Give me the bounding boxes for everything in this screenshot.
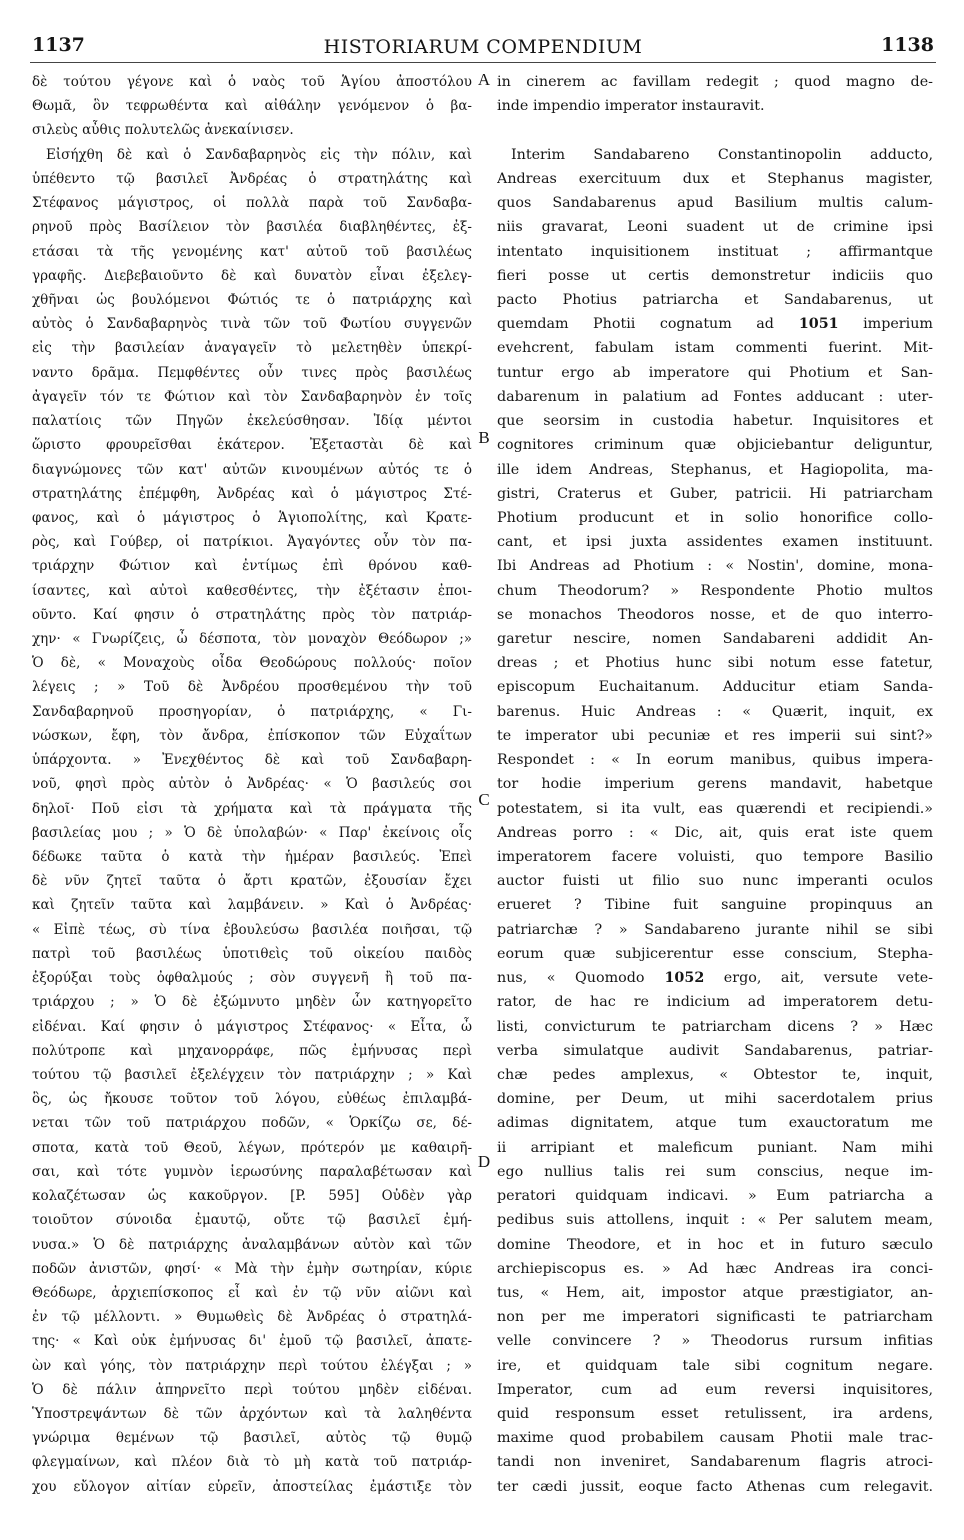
text-line: ετάσαι τὰ τῆς γενομένης κατ' αὐτοῦ τοῦ βασιλέως [32, 243, 472, 260]
latin-column [497, 70, 933, 1520]
greek-column [32, 70, 472, 1520]
text-line: ὃς, ὡς ἤκουσε τοῦτον τοῦ λόγου, εὐθέως ἐπιλαμβά- [32, 1091, 472, 1108]
text-line: πατρὶ τοῦ βασιλέως ὑποτιθεὶς τοῦ οἰκείου παιδὸς [32, 945, 472, 962]
text-line: ὥριστο φρουρεῖσθαι ἑκάτερον. Ἐξεταστὰι δὲ καὶ [32, 437, 472, 454]
text-line: Ὑποστρεψάντων δὲ τῶν ἀρχόντων καὶ τὰ λαληθέντα [32, 1406, 472, 1423]
text-line: διαγνώμονες τῶν κατ' αὐτῶν κινουμένων αὐτός τε ὁ [32, 461, 472, 478]
text-line: niis gravarat, Leoni suadent ut de crimine ipsi [497, 219, 933, 236]
text-line: « Εἰπὲ τέως, σὺ τίνα ἐβουλεύσω βασιλέα ποιῆσαι, τῷ [32, 921, 472, 938]
text-line: βασιλείας μου ; » Ὁ δὲ ὑπολαβών· « Παρ' ἐκείνοις οἷς [32, 824, 472, 841]
text-line: κολαζέτωσαν ὡς κακοῦργον. [P. 595] Οὐδὲν γὰρ [32, 1188, 472, 1205]
text-line: δὲ τούτου γέγονε καὶ ὁ ναὸς τοῦ Ἁγίου ἀποστόλου [32, 74, 472, 90]
text-line: chum Theodorum? » Respondente Photio multos [497, 582, 933, 599]
text-line: της· « Καὶ οὐκ ἐμήνυσας δι' ἐμοῦ τῷ βασιλεῖ, ἀπατε- [32, 1333, 472, 1350]
text-line: οῦντο. Καί φησιν ὁ στρατηλάτης πρὸς τὸν πατριάρ- [32, 606, 472, 623]
text-line: δέδωκε ταῦτα ὁ κατὰ τὴν ἡμέραν βασιλεύς. Ἐπεὶ [32, 849, 472, 865]
text-line: πολύτροπε καὶ μηχανορράφε, πῶς ἐμήνυσας περὶ [32, 1042, 472, 1059]
text-line: ire, et quidquam tale sibi cognitum negare. [497, 1357, 933, 1374]
text-line: δηλοῖ· Ποῦ εἰσι τὰ χρήματα καὶ τὰ πράγματα τῆς [32, 800, 472, 817]
text-line: quemdam Photii cognatum ad 1051 imperium [497, 316, 933, 333]
text-line: Εἰσήχθη δὲ καὶ ὁ Σανδαβαρηνὸς εἰς τὴν πόλιν, καὶ [46, 146, 472, 163]
text-line: Ὁ δὲ, « Μοναχοὺς οἶδα Θεοδώρους πολλούς· ποῖον [32, 655, 472, 672]
text-line: patriarchæ ? » Sandabareno jurante nihil se sibi [497, 921, 933, 938]
text-line: ἐν τῷ μέλλοντι. » Θυμωθεὶς δὲ Ἀνδρέας ὁ στρατηλά- [32, 1309, 472, 1326]
text-line: verba simulatque audivit Sandabarenus, patriar- [497, 1042, 933, 1059]
text-line: se monachos Theodoros nosse, et de quo interro- [497, 606, 933, 623]
inline-number: 1052 [644, 970, 705, 987]
text-line: non per me imperatori significasti te patriarcham [497, 1309, 933, 1326]
text-line: pedibus suis attollens, inquit : « Per salutem meam, [497, 1212, 933, 1229]
text-line: cant, et ipsi juxta assidentes examen instituunt. [497, 534, 933, 551]
text-line: Σανδαβαρηνοῦ προσηγορίαν, ὁ πατριάρχης, « Γι- [32, 703, 472, 720]
text-line: ὑπέθεντο τῷ βασιλεῖ Ἀνδρέας ὁ στρατηλάτης καὶ [32, 170, 472, 187]
text-line: dreas ; et Photius hunc sibi notum esse fatetur, [497, 655, 933, 672]
text-line: ίσαντες, καὶ αὐτοὶ καθεσθέντες, τὴν ἐξέτασιν ἐποι- [32, 582, 472, 599]
text-line: cognitores criminum quæ objiciebantur deliguntur, [497, 437, 933, 454]
text-line: γνώριμα θεμένων τῷ βασιλεῖ, αὐτὸς τῷ θυμῷ [32, 1430, 472, 1447]
text-line: erueret ? Tibine fuit sanguine propinquus an [497, 897, 933, 914]
text-line: τοιοῦτον σύνοιδα ἐμαυτῷ, οὔτε τῷ βασιλεῖ ἐμή- [32, 1212, 472, 1229]
text-line: Ibi Andreas ad Photium : « Nostin', domine, mona- [497, 558, 933, 575]
text-line: Ὁ δὲ πάλιν ἀπηρνεῖτο περὶ τούτου μηδὲν εἰδέναι. [32, 1381, 472, 1398]
text-line: ego nullius talis rei sum conscius, neque im- [497, 1163, 933, 1180]
text-line: γραφῆς. Διεβεβαιοῦντο δὲ καὶ δυνατὸν εἶναι ἐξελεγ- [32, 267, 472, 284]
text-line: maxime quod probabilem causam Photii male trac- [497, 1430, 933, 1447]
text-line: ὑπάρχοντα. » Ἐνεχθέντος δὲ καὶ τοῦ Σανδαβαρη- [32, 752, 472, 769]
inline-text: imperium [838, 316, 933, 333]
text-line: barenus. Huic Andreas : « Quærit, inquit, ex [497, 703, 933, 720]
text-line: ναντο δρᾶμα. Πεμφθέντες οὖν τινες πρὸς βασιλέως [32, 364, 472, 381]
text-line: fieri posse ut certis demonstretur indiciis quo [497, 267, 933, 284]
header-rule [30, 62, 936, 63]
text-line: garetur nescire, nomen Sandabareni addidit An- [497, 631, 933, 648]
text-line: Andreas exercituum dux et Stephanus magister, [497, 170, 933, 187]
running-title: HISTORIARUM COMPENDIUM [323, 36, 643, 58]
text-line: φανος, καὶ ὁ μάγιστρος ὁ Ἁγιοπολίτης, καὶ Κρατε- [32, 509, 472, 526]
text-line: pacto Photius patriarcha et Sandabarenus, ut [497, 291, 933, 308]
text-line: velle convincere ? » Theodorus rursum infitias [497, 1333, 933, 1350]
text-line: evehcrent, fabulam istam commenti fuerint. Mit- [497, 340, 933, 357]
text-line: tus, « Hem, ait, impostor atque præstigiator, an- [497, 1284, 933, 1301]
margin-marker-c: C [478, 790, 490, 809]
text-line: Imperator, cum ad eum reversi inquisitores, [497, 1381, 933, 1398]
text-line: archiepiscopus es. » Ad hæc Andreas ira conci- [497, 1260, 933, 1277]
text-line: δὲ νῦν ζητεῖ ταῦτα ὁ ἄρτι κρατῶν, ἐξουσίαν ἔχει [32, 873, 472, 890]
text-line: Respondet : « In eorum manibus, quibus impera- [497, 752, 933, 769]
text-line: Θεόδωρε, ἀρχιεπίσκοπος εἶ καὶ ἐν τῷ νῦν αἰῶνι καὶ [32, 1284, 472, 1301]
text-line: στρατηλάτης ἐπέμφθη, Ἀνδρέας καὶ ὁ μάγιστρος Στέ- [32, 485, 472, 502]
page-header [30, 34, 936, 64]
text-line: te imperator ubi pecuniæ et res imperii sui sint?» [497, 727, 933, 744]
text-line: listi, convicturum te patriarcham dicens ? » Hæc [497, 1018, 933, 1035]
text-line: tor hodie imperium gerens mandavit, habetque [497, 776, 933, 793]
text-line: Photium producunt et in solio honorifice collo- [497, 509, 933, 526]
text-line: gistri, Craterus et Guber, patricii. Hi patriarcham [497, 485, 933, 502]
text-line: ii arripiant et maleficum puniant. Nam mihi [497, 1139, 933, 1156]
inline-number: 1051 [773, 316, 839, 333]
text-line [497, 118, 933, 142]
text-line: τριάρχην Φώτιον καὶ ἐντίμως ἐπὶ θρόνου καθ- [32, 558, 472, 575]
text-line: ἐξορύξαι τοὺς ὀφθαλμούς ; σὸν συγγενῆ ἢ τοῦ πα- [32, 970, 472, 987]
text-line: auctor fuisti ut filio suo nunc imperanti oculos [497, 873, 933, 890]
text-line: τούτου τῷ βασιλεῖ ἐξελέγχειν τὸν πατριάρχην ; » Καὶ [32, 1066, 472, 1083]
text-line: peratori quidquam indicavi. » Eum patriarcha a [497, 1188, 933, 1205]
text-line: nus, « Quomodo 1052 ergo, ait, versute vete- [497, 970, 933, 987]
text-line: τριάρχου ; » Ὁ δὲ ἐξώμνυτο μηδὲν ὧν κατηγορεῖτο [32, 994, 472, 1011]
text-line: αὐτὸς ὁ Σανδαβαρηνὸς τινὰ τῶν τοῦ Φωτίου συγγενῶν [32, 316, 472, 333]
text-line: ἀγαγεῖν τόν τε Φώτιον καὶ τὸν Σανδαβαρηνὸν ἐν τοῖς [32, 388, 472, 405]
text-line: ille idem Andreas, Stephanus, et Hagiopolita, ma- [497, 461, 933, 478]
text-line: νοῦ, φησὶ πρὸς αὐτὸν ὁ Ἀνδρέας· « Ὁ βασιλεύς σοι [32, 776, 472, 793]
inline-text: ergo, ait, versute vete- [704, 970, 933, 987]
page-number-left: 1137 [32, 34, 85, 56]
text-line: ρηνοῦ πρὸς Βασίλειον τὸν βασιλέα διαβληθέντες, ἐξ- [32, 219, 472, 236]
text-line: νυσα.» Ὁ δὲ πατριάρχης ἀναλαμβάνων αὐτὸν καὶ τῶν [32, 1236, 472, 1253]
text-line: ter cædi jussit, eoque facto Athenas cum relegavit. [497, 1478, 933, 1495]
text-line: ποδῶν ἀνιστῶν, φησί· « Μὰ τὴν ἐμὴν σωτηρίαν, κύριε [32, 1260, 472, 1277]
text-line: νώσκων, ἔφη, τὸν ἄνδρα, ἐπίσκοπον τῶν Εὐχαΐτων [32, 727, 472, 744]
text-line: domine, per Deum, ut mihi sacerdotalem prius [497, 1091, 933, 1108]
text-line: ὼν καὶ γόης, τὸν πατριάρχην περὶ τούτου ἐλέγξαι ; » [32, 1357, 472, 1374]
text-line: adimas dignitatem, atque tum exauctoratum me [497, 1115, 933, 1132]
text-line: quos Sandabarenus apud Basilium multis calum- [497, 195, 933, 212]
margin-marker-a: A [477, 70, 491, 89]
text-line: tandi non inveniret, Sandabarenum flagris atroci- [497, 1454, 933, 1471]
text-line: chæ pedes amplexus, « Obtestor te, inquit, [497, 1066, 933, 1083]
text-line: inde impendio imperator instauravit. [497, 98, 765, 115]
text-line: εἰδέναι. Καί φησιν ὁ μάγιστρος Στέφανος· « Εἶτα, ὦ [32, 1018, 472, 1035]
text-line: φλεγμαίνων, καὶ πλέον διὰ τὸ μὴ κατὰ τοῦ πατριάρ- [32, 1454, 472, 1471]
text-line: Στέφανος μάγιστρος, οἱ πολλὰ παρὰ τοῦ Σανδαβα- [32, 195, 472, 212]
text-line: tuntur ergo ab imperatore qui Photium et San- [497, 364, 933, 381]
text-line: σαι, καὶ τότε γυμνὸν ἱερωσύνης παραλαβέτωσαν καὶ [32, 1163, 472, 1180]
text-line: λέγεις ; » Τοῦ δὲ Ἀνδρέου προσθεμένου τὴν τοῦ [32, 679, 472, 696]
page-number-right: 1138 [881, 34, 934, 56]
text-line: ρὸς, καὶ Γούβερ, οἱ πατρίκιοι. Ἀγαγόντες οὖν τὸν πα- [32, 534, 472, 551]
text-line: χου εὔλογον αἰτίαν εὑρεῖν, ἀποστείλας ἐμάστιξε τὸν [32, 1478, 472, 1495]
text-line: eorum quæ subjicerentur esse conscium, Stepha- [497, 945, 933, 962]
text-line: χθῆναι ὡς βουλόμενοι Φώτιός τε ὁ πατριάρχης καὶ [32, 291, 472, 308]
text-line: σποτα, κατὰ τοῦ Θεοῦ, λέγων, πρότερόν με καθαιρῆ- [32, 1139, 472, 1156]
text-line: καὶ ζητεῖν ταῦτα καὶ λαμβάνειν. » Καὶ ὁ Ἀνδρέας· [32, 897, 472, 914]
text-line: que seorsim in custodia habetur. Inquisitores et [497, 413, 933, 430]
text-line: εἰς τὴν βασιλείαν ἀναγαγεῖν τὸ μελετηθὲν ὑπεκρί- [32, 340, 472, 357]
text-line: Andreas porro : « Dic, ait, quis erat iste quem [497, 824, 933, 841]
margin-marker-d: D [477, 1152, 491, 1171]
text-line: rator, de hac re indicium ad imperatorem detu- [497, 994, 933, 1011]
text-line: in cinerem ac favillam redegit ; quod magno de- [497, 74, 933, 90]
text-line: χην· « Γνωρίζεις, ὦ δέσποτα, τὸν μοναχὸν Θεόδωρον ;» [32, 631, 472, 648]
text-line: Interim Sandabareno Constantinopolin adducto, [511, 146, 933, 163]
margin-marker-b: B [478, 428, 490, 447]
text-line: dabarenum in palatium ad Fontes adducant : uter- [497, 388, 933, 405]
text-line: intentato inquisitionem instituat ; affirmantque [497, 243, 933, 260]
text-line: παλατίοις τῶν Πηγῶν ἐκελεύσθησαν. Ἰδίᾳ μέντοι [32, 413, 472, 430]
text-line: σιλεὺς αὖθις πολυτελῶς ἀνεκαίνισεν. [32, 122, 294, 139]
text-line: domine Theodore, et in hoc et in futuro sæculo [497, 1236, 933, 1253]
text-line: imperatorem facere voluisti, quo tempore Basilio [497, 849, 933, 865]
text-line: potestatem, si ita vult, eas quærendi et recipiendi.» [497, 800, 933, 817]
text-line: quid responsum esset retulissent, ira ardens, [497, 1406, 933, 1423]
text-line: episcopum Euchaitanum. Adducitur etiam Sanda- [497, 679, 933, 696]
text-line: νεται τῶν τοῦ πατριάρχου ποδῶν, « Ὁρκίζω σε, δέ- [32, 1115, 472, 1132]
text-line: Θωμᾶ, ὃν τεφρωθέντα καὶ αἰθάλην γενόμενον ὁ βα- [32, 98, 472, 115]
